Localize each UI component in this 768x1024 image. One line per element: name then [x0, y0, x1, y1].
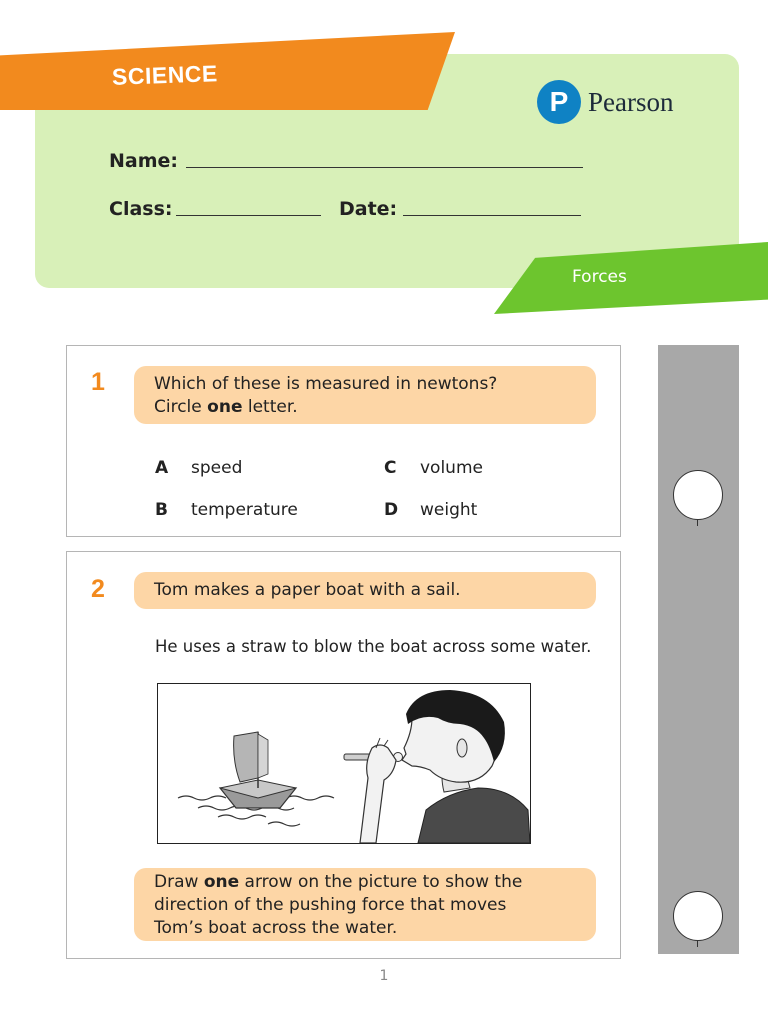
question-2-prompt: Tom makes a paper boat with a sail. — [134, 572, 596, 609]
option-b-text: temperature — [191, 500, 298, 520]
marking-margin — [658, 345, 739, 954]
prompt-text: letter. — [242, 397, 298, 417]
class-field[interactable] — [176, 215, 321, 216]
mark-tick — [697, 519, 698, 526]
question-1-prompt — [134, 366, 596, 424]
task-text: Draw — [154, 872, 204, 892]
boy-icon — [360, 690, 530, 843]
question-2-task-line2: direction of the pushing force that moves — [154, 895, 507, 915]
option-b-letter[interactable]: B — [155, 500, 168, 520]
prompt-text: Circle — [154, 397, 208, 417]
question-2-task — [134, 868, 596, 941]
question-1-number: 1 — [91, 368, 105, 396]
subject-title: SCIENCE — [111, 60, 219, 90]
paper-boat-icon — [220, 732, 296, 808]
question-2-task-line1 — [154, 871, 576, 894]
boat-picture[interactable] — [157, 683, 531, 844]
boat-and-boy-illustration — [158, 684, 530, 843]
question-1-prompt-line2 — [154, 396, 576, 419]
question-1-prompt-line1: Which of these is measured in newtons? — [154, 374, 498, 394]
pearson-logo — [537, 80, 673, 124]
pearson-logo-icon: P — [537, 80, 581, 124]
question-2-task-line3: Tom’s boat across the water. — [154, 918, 398, 938]
name-label: Name: — [109, 150, 179, 172]
option-c-text: volume — [420, 458, 483, 478]
question-2-mark-box[interactable] — [673, 891, 723, 941]
name-field[interactable] — [186, 167, 583, 168]
question-2-number: 2 — [91, 575, 105, 603]
mark-tick — [697, 940, 698, 947]
publisher-name: Pearson — [588, 86, 674, 117]
option-d-text: weight — [420, 500, 478, 520]
date-label: Date: — [339, 198, 398, 220]
question-1-mark-box[interactable] — [673, 470, 723, 520]
option-a-text: speed — [191, 458, 243, 478]
task-emphasis: one — [203, 872, 240, 892]
option-c-letter[interactable]: C — [384, 458, 397, 478]
task-text: arrow on the picture to show the — [239, 872, 523, 892]
option-a-letter[interactable]: A — [155, 458, 169, 478]
option-d-letter[interactable]: D — [384, 500, 399, 520]
class-label: Class: — [109, 198, 173, 220]
page-number: 1 — [379, 968, 389, 984]
topic-title: Forces — [572, 267, 627, 287]
question-2-body: He uses a straw to blow the boat across some water. — [155, 637, 592, 656]
subject-banner — [0, 32, 455, 110]
prompt-emphasis: one — [207, 397, 243, 417]
date-field[interactable] — [403, 215, 581, 216]
